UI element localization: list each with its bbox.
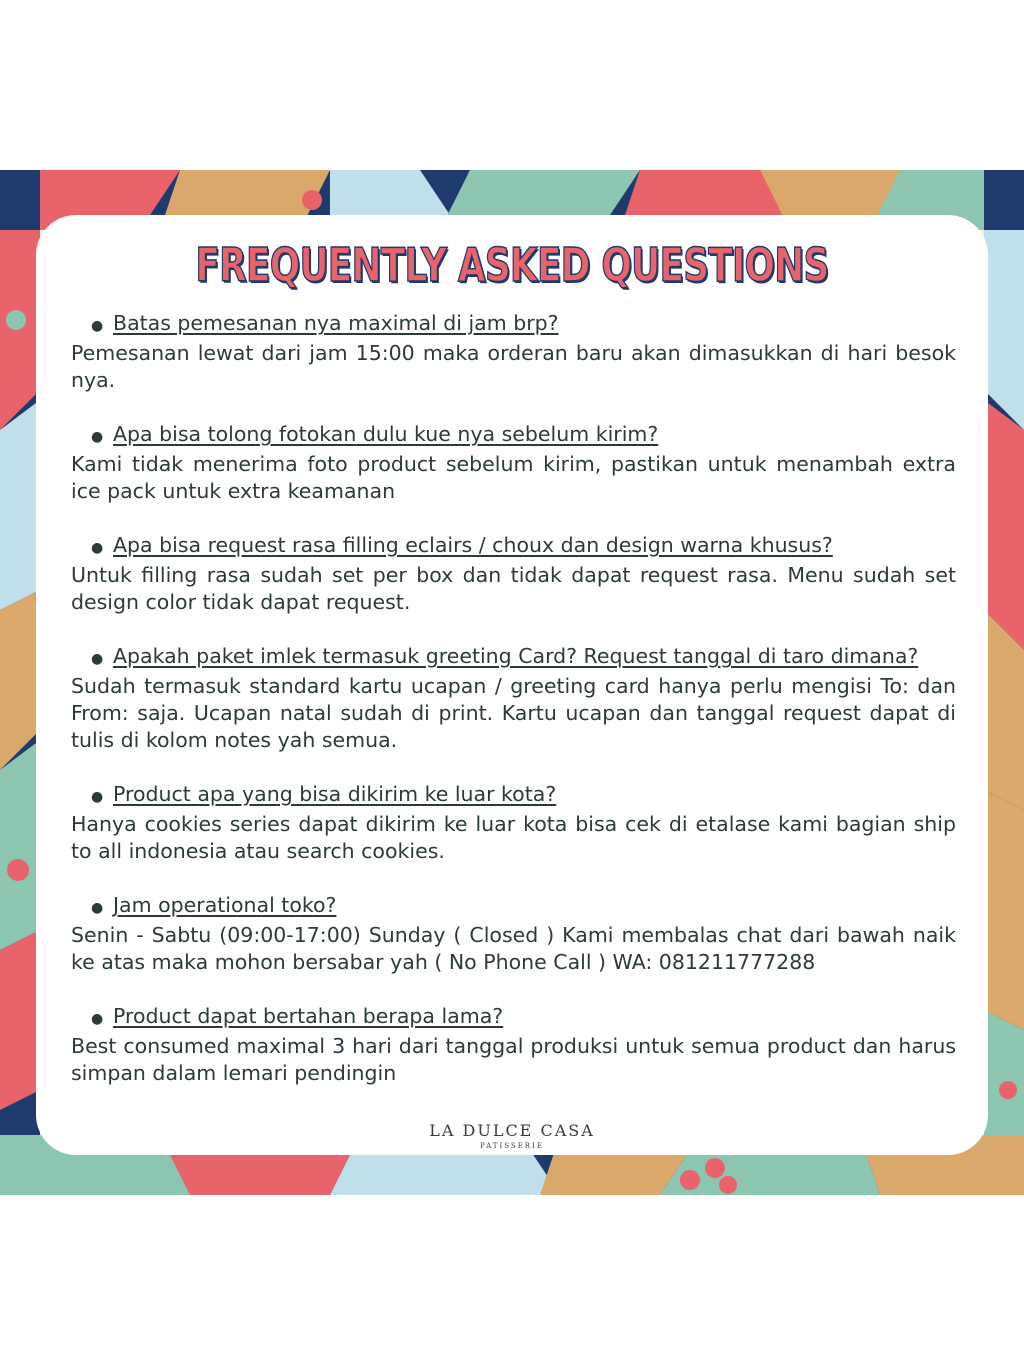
bullet-icon: ● bbox=[91, 429, 104, 445]
faq-question bbox=[71, 892, 956, 922]
faq-question-text[interactable]: Apakah paket imlek termasuk greeting Card? Request tanggal di taro dimana? bbox=[113, 644, 919, 668]
faq-answer: Senin - Sabtu (09:00-17:00) Sunday ( Closed ) Kami membalas chat dari bawah naik ke atas maka mohon bersabar yah ( No Phone Call ) WA: 081211777288 bbox=[71, 923, 956, 974]
bullet-icon: ● bbox=[91, 900, 104, 916]
faq-item bbox=[71, 781, 956, 865]
faq-answer: Best consumed maximal 3 hari dari tanggal produksi untuk semua product dan harus simpan dalam lemari pendingin bbox=[71, 1034, 956, 1085]
faq-item bbox=[71, 310, 956, 394]
bullet-icon: ● bbox=[91, 540, 104, 556]
faq-question bbox=[71, 421, 956, 451]
faq-question-text[interactable]: Product dapat bertahan berapa lama? bbox=[113, 1004, 504, 1028]
faq-question bbox=[71, 643, 956, 673]
faq-item bbox=[71, 532, 956, 616]
faq-item bbox=[71, 421, 956, 505]
faq-question-text[interactable]: Apa bisa request rasa filling eclairs / choux dan design warna khusus? bbox=[113, 533, 833, 557]
bullet-icon: ● bbox=[91, 789, 104, 805]
faq-list bbox=[71, 310, 956, 1114]
faq-question bbox=[71, 1003, 956, 1033]
brand-logo bbox=[0, 1121, 1024, 1150]
brand-name: LA DULCE CASA bbox=[429, 1121, 595, 1140]
faq-answer: Pemesanan lewat dari jam 15:00 maka orderan baru akan dimasukkan di hari besok nya. bbox=[71, 341, 956, 392]
bullet-icon: ● bbox=[91, 651, 104, 667]
faq-question bbox=[71, 532, 956, 562]
faq-answer: Kami tidak menerima foto product sebelum kirim, pastikan untuk menambah extra ice pack untuk extra keamanan bbox=[71, 452, 956, 503]
faq-item bbox=[71, 1003, 956, 1087]
faq-question-text[interactable]: Product apa yang bisa dikirim ke luar kota? bbox=[113, 782, 557, 806]
faq-question bbox=[71, 781, 956, 811]
faq-answer: Hanya cookies series dapat dikirim ke luar kota bisa cek di etalase kami bagian ship to all indonesia atau search cookies. bbox=[71, 812, 956, 863]
bullet-icon: ● bbox=[91, 1011, 104, 1027]
faq-item bbox=[71, 643, 956, 754]
faq-question-text[interactable]: Jam operational toko? bbox=[113, 893, 337, 917]
faq-question-text[interactable]: Apa bisa tolong fotokan dulu kue nya sebelum kirim? bbox=[113, 422, 659, 446]
faq-item bbox=[71, 892, 956, 976]
page-title: FREQUENTLY ASKED QUESTIONS bbox=[195, 238, 829, 292]
faq-question-text[interactable]: Batas pemesanan nya maximal di jam brp? bbox=[113, 311, 559, 335]
faq-answer: Untuk filling rasa sudah set per box dan tidak dapat request rasa. Menu sudah set design color tidak dapat request. bbox=[71, 563, 956, 614]
brand-tagline: PATISSERIE bbox=[480, 1142, 544, 1150]
faq-answer: Sudah termasuk standard kartu ucapan / greeting card hanya perlu mengisi To: dan From: saja. Ucapan natal sudah di print. Kartu ucapan dan tanggal request dapat di tulis di kolom notes yah semua. bbox=[71, 674, 956, 752]
faq-question bbox=[71, 310, 956, 340]
bullet-icon: ● bbox=[91, 318, 104, 334]
